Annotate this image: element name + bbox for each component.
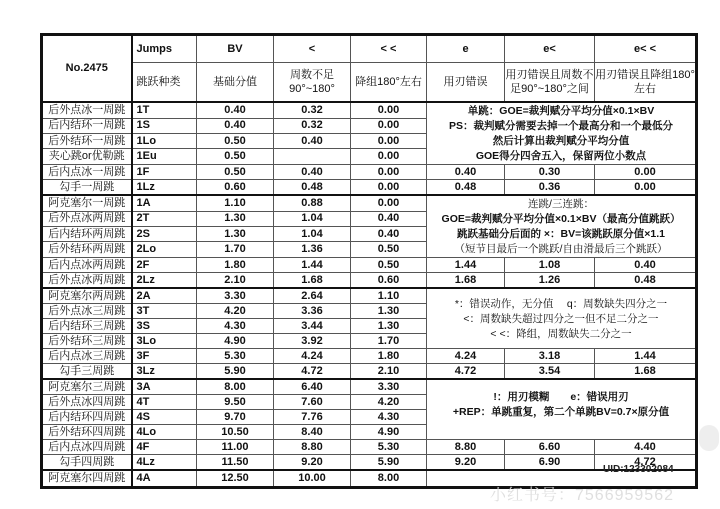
jump-code: 2S (132, 226, 197, 241)
base-value: 11.00 (197, 440, 274, 455)
downgraded-value: 1.80 (351, 349, 427, 364)
base-value: 1.30 (197, 211, 274, 226)
underrotated-value: 1.36 (274, 242, 351, 258)
edge-value: 4.72 (427, 364, 505, 380)
note-line: GOE得分四舍五入，保留两位小数点 (475, 150, 647, 162)
underrotated-value: 8.80 (274, 440, 351, 455)
edge-underrotated-value: 6.60 (505, 440, 595, 455)
jump-name: 后内点冰三周跳 (42, 349, 132, 364)
edge-value: 0.40 (427, 165, 505, 180)
underrotated-value: 0.48 (274, 180, 351, 196)
downgraded-value: 5.30 (351, 440, 427, 455)
table-row (42, 379, 697, 395)
edge-downgraded-value: 4.40 (595, 440, 697, 455)
header-row-codes (42, 35, 697, 63)
jump-code: 2T (132, 211, 197, 226)
underrotated-value: 0.32 (274, 118, 351, 133)
table-row (42, 349, 697, 364)
rules-note (427, 288, 697, 349)
underrotated-value: 4.72 (274, 364, 351, 380)
jump-code: 3A (132, 379, 197, 395)
base-value: 4.20 (197, 304, 274, 319)
underrotated-value: 6.40 (274, 379, 351, 395)
jump-code: 4A (132, 470, 197, 488)
downgraded-value: 0.00 (351, 195, 427, 211)
header-edge-underrotated: e< (505, 35, 595, 63)
jump-code: 3Lo (132, 334, 197, 349)
table-row (42, 455, 697, 471)
downgraded-value: 1.70 (351, 334, 427, 349)
underrotated-value: 1.44 (274, 258, 351, 273)
base-value: 5.30 (197, 349, 274, 364)
watermark: 小红书号：7566959562 (490, 487, 674, 504)
underrotated-value: 0.88 (274, 195, 351, 211)
jump-name: 后外结环四周跳 (42, 425, 132, 440)
jump-code: 2Lo (132, 242, 197, 258)
edge-value: 9.20 (427, 455, 505, 471)
header-downgraded: < < (351, 35, 427, 63)
table-title: No.2475 (42, 35, 132, 103)
edge-underrotated-value: 1.26 (505, 273, 595, 289)
jump-code: 1T (132, 102, 197, 118)
jump-code: 1F (132, 165, 197, 180)
underrotated-value: 0.40 (274, 133, 351, 148)
edge-downgraded-value: 1.68 (595, 364, 697, 380)
edge-underrotated-value: 3.18 (505, 349, 595, 364)
watermark-badge (699, 425, 719, 451)
underrotated-value: 8.40 (274, 425, 351, 440)
note-line: < <：降组，周数缺失二分之一 (490, 328, 632, 340)
jump-name: 后外点冰四周跳 (42, 395, 132, 410)
downgraded-value: 0.00 (351, 133, 427, 148)
edge-underrotated-value: 1.08 (505, 258, 595, 273)
edge-value: 1.44 (427, 258, 505, 273)
edge-downgraded-value: 0.00 (595, 165, 697, 180)
header-edge-downgraded: e< < (595, 35, 697, 63)
edge-downgraded-value: 0.48 (595, 273, 697, 289)
base-value: 11.50 (197, 455, 274, 471)
note-line: 单跳：GOE=裁判赋分平均分值×0.1×BV (467, 105, 655, 117)
downgraded-value: 0.50 (351, 258, 427, 273)
underrotated-value: 4.24 (274, 349, 351, 364)
jump-code: 1Eu (132, 149, 197, 165)
header-edge-underrotated-desc: 用刃错误且周数不足90°~180°之间 (505, 63, 595, 103)
base-value: 0.40 (197, 102, 274, 118)
base-value: 1.10 (197, 195, 274, 211)
downgraded-value: 2.10 (351, 364, 427, 380)
jump-name: 后外点冰三周跳 (42, 304, 132, 319)
downgraded-value: 0.00 (351, 165, 427, 180)
note-line: GOE=裁判赋分平均分值×0.1×BV（最高分值跳跃） (441, 213, 681, 225)
rules-note (427, 195, 697, 258)
jump-name: 后内结环一周跳 (42, 118, 132, 133)
edge-underrotated-value: 6.90 (505, 455, 595, 471)
jump-name: 后内结环三周跳 (42, 319, 132, 334)
note-line: 连跳/三连跳： (528, 198, 594, 210)
jump-code: 2Lz (132, 273, 197, 289)
base-value: 2.10 (197, 273, 274, 289)
downgraded-value: 1.30 (351, 319, 427, 334)
note-line: 然后计算出裁判赋分平均分值 (492, 135, 630, 147)
edge-downgraded-value: 0.00 (595, 180, 697, 196)
note-line: 跳跃基础分后面的 ×：BV=该跳跃原分值×1.1 (457, 228, 665, 240)
base-value: 0.60 (197, 180, 274, 196)
jump-name: 后内结环两周跳 (42, 226, 132, 241)
base-value: 1.70 (197, 242, 274, 258)
underrotated-value: 9.20 (274, 455, 351, 471)
table-row (42, 364, 697, 380)
jump-code: 4Lo (132, 425, 197, 440)
underrotated-value: 0.40 (274, 165, 351, 180)
downgraded-value: 3.30 (351, 379, 427, 395)
base-value: 0.50 (197, 133, 274, 148)
jump-code: 1Lo (132, 133, 197, 148)
header-base-value: 基础分值 (197, 63, 274, 103)
table-row (42, 165, 697, 180)
jump-code: 4Lz (132, 455, 197, 471)
header-row-descriptions (42, 63, 697, 103)
jump-name: 阿克塞尔四周跳 (42, 470, 132, 488)
base-value: 5.90 (197, 364, 274, 380)
header-jump-type: 跳跃种类 (132, 63, 197, 103)
underrotated-value: 1.04 (274, 211, 351, 226)
jump-code: 4T (132, 395, 197, 410)
underrotated-value: 7.60 (274, 395, 351, 410)
underrotated-value: 1.68 (274, 273, 351, 289)
downgraded-value: 4.20 (351, 395, 427, 410)
jump-code: 1Lz (132, 180, 197, 196)
table-row (42, 102, 697, 118)
jump-name: 勾手四周跳 (42, 455, 132, 471)
jump-name: 夹心跳or优勒跳 (42, 149, 132, 165)
jump-name: 后内点冰两周跳 (42, 258, 132, 273)
jump-name: 后外点冰两周跳 (42, 273, 132, 289)
jump-code: 3Lz (132, 364, 197, 380)
jump-code: 4S (132, 410, 197, 425)
jump-name: 后内点冰一周跳 (42, 165, 132, 180)
jump-code: 3T (132, 304, 197, 319)
base-value: 4.90 (197, 334, 274, 349)
rules-note (427, 102, 697, 165)
table-row (42, 180, 697, 196)
edge-value: 1.68 (427, 273, 505, 289)
note-line: （短节目最后一个跳跃/自由滑最后三个跳跃） (454, 243, 668, 255)
underrotated-value: 0.32 (274, 102, 351, 118)
underrotated-value: 10.00 (274, 470, 351, 488)
jump-name: 勾手一周跳 (42, 180, 132, 196)
header-edge-downgraded-desc: 用刃错误且降组180°左右 (595, 63, 697, 103)
base-value: 9.70 (197, 410, 274, 425)
downgraded-value: 0.50 (351, 242, 427, 258)
downgraded-value: 0.00 (351, 149, 427, 165)
downgraded-value: 1.30 (351, 304, 427, 319)
edge-value: 0.48 (427, 180, 505, 196)
base-value: 4.30 (197, 319, 274, 334)
base-value: 0.50 (197, 149, 274, 165)
jump-name: 后外结环三周跳 (42, 334, 132, 349)
downgraded-value: 0.40 (351, 226, 427, 241)
edge-downgraded-value: 4.72 (595, 455, 697, 471)
edge-value: 8.80 (427, 440, 505, 455)
jump-name: 后外结环两周跳 (42, 242, 132, 258)
jump-code: 1A (132, 195, 197, 211)
underrotated-value: 2.64 (274, 288, 351, 304)
note-line: !：用刃模糊 e：错误用刃 (493, 391, 629, 403)
jump-code: 4F (132, 440, 197, 455)
jump-name: 后内点冰四周跳 (42, 440, 132, 455)
base-value: 9.50 (197, 395, 274, 410)
jump-name: 后内结环四周跳 (42, 410, 132, 425)
underrotated-value (274, 149, 351, 165)
note-line: +REP：单跳重复，第二个单跳BV=0.7×原分值 (452, 406, 670, 418)
goe-score-table (40, 33, 698, 489)
downgraded-value: 0.40 (351, 211, 427, 226)
downgraded-value: 0.00 (351, 118, 427, 133)
edge-downgraded-value: 1.44 (595, 349, 697, 364)
downgraded-value: 0.00 (351, 102, 427, 118)
base-value: 0.40 (197, 118, 274, 133)
jump-code: 3S (132, 319, 197, 334)
base-value: 3.30 (197, 288, 274, 304)
header-bv: BV (197, 35, 274, 63)
header-jumps: Jumps (132, 35, 197, 63)
base-value: 0.50 (197, 165, 274, 180)
table-row (42, 195, 697, 211)
note-line: PS：裁判赋分需要去掉一个最高分和一个最低分 (448, 120, 673, 132)
downgraded-value: 0.00 (351, 180, 427, 196)
rules-note (427, 379, 697, 440)
table-row (42, 258, 697, 273)
edge-underrotated-value: 0.30 (505, 165, 595, 180)
header-underrotated-desc: 周数不足90°~180° (274, 63, 351, 103)
edge-underrotated-value: 3.54 (505, 364, 595, 380)
header-edge: e (427, 35, 505, 63)
base-value: 1.80 (197, 258, 274, 273)
underrotated-value: 3.44 (274, 319, 351, 334)
table-row (42, 440, 697, 455)
note-line: <：周数缺失超过四分之一但不足二分之一 (463, 313, 659, 325)
jump-name: 勾手三周跳 (42, 364, 132, 380)
note-line: *：错误动作，无分值 q：周数缺失四分之一 (454, 298, 668, 310)
downgraded-value: 5.90 (351, 455, 427, 471)
jump-name: 阿克塞尔三周跳 (42, 379, 132, 395)
jump-code: 2A (132, 288, 197, 304)
base-value: 1.30 (197, 226, 274, 241)
header-edge-desc: 用刃错误 (427, 63, 505, 103)
downgraded-value: 8.00 (351, 470, 427, 488)
underrotated-value: 7.76 (274, 410, 351, 425)
edge-underrotated-value: 0.36 (505, 180, 595, 196)
header-downgraded-desc: 降组180°左右 (351, 63, 427, 103)
header-underrotated: < (274, 35, 351, 63)
jump-name: 阿克塞尔两周跳 (42, 288, 132, 304)
jump-name: 后外点冰一周跳 (42, 102, 132, 118)
table-row (42, 273, 697, 289)
uid-label: UID:123302084 (603, 464, 674, 475)
jump-name: 阿克塞尔一周跳 (42, 195, 132, 211)
base-value: 8.00 (197, 379, 274, 395)
downgraded-value: 4.30 (351, 410, 427, 425)
edge-value: 4.24 (427, 349, 505, 364)
downgraded-value: 0.60 (351, 273, 427, 289)
underrotated-value: 3.92 (274, 334, 351, 349)
underrotated-value: 1.04 (274, 226, 351, 241)
jump-code: 3F (132, 349, 197, 364)
jump-name: 后外点冰两周跳 (42, 211, 132, 226)
base-value: 10.50 (197, 425, 274, 440)
downgraded-value: 1.10 (351, 288, 427, 304)
underrotated-value: 3.36 (274, 304, 351, 319)
edge-downgraded-value: 0.40 (595, 258, 697, 273)
table-row (42, 288, 697, 304)
jump-code: 2F (132, 258, 197, 273)
jump-name: 后外结环一周跳 (42, 133, 132, 148)
downgraded-value: 4.90 (351, 425, 427, 440)
base-value: 12.50 (197, 470, 274, 488)
jump-code: 1S (132, 118, 197, 133)
